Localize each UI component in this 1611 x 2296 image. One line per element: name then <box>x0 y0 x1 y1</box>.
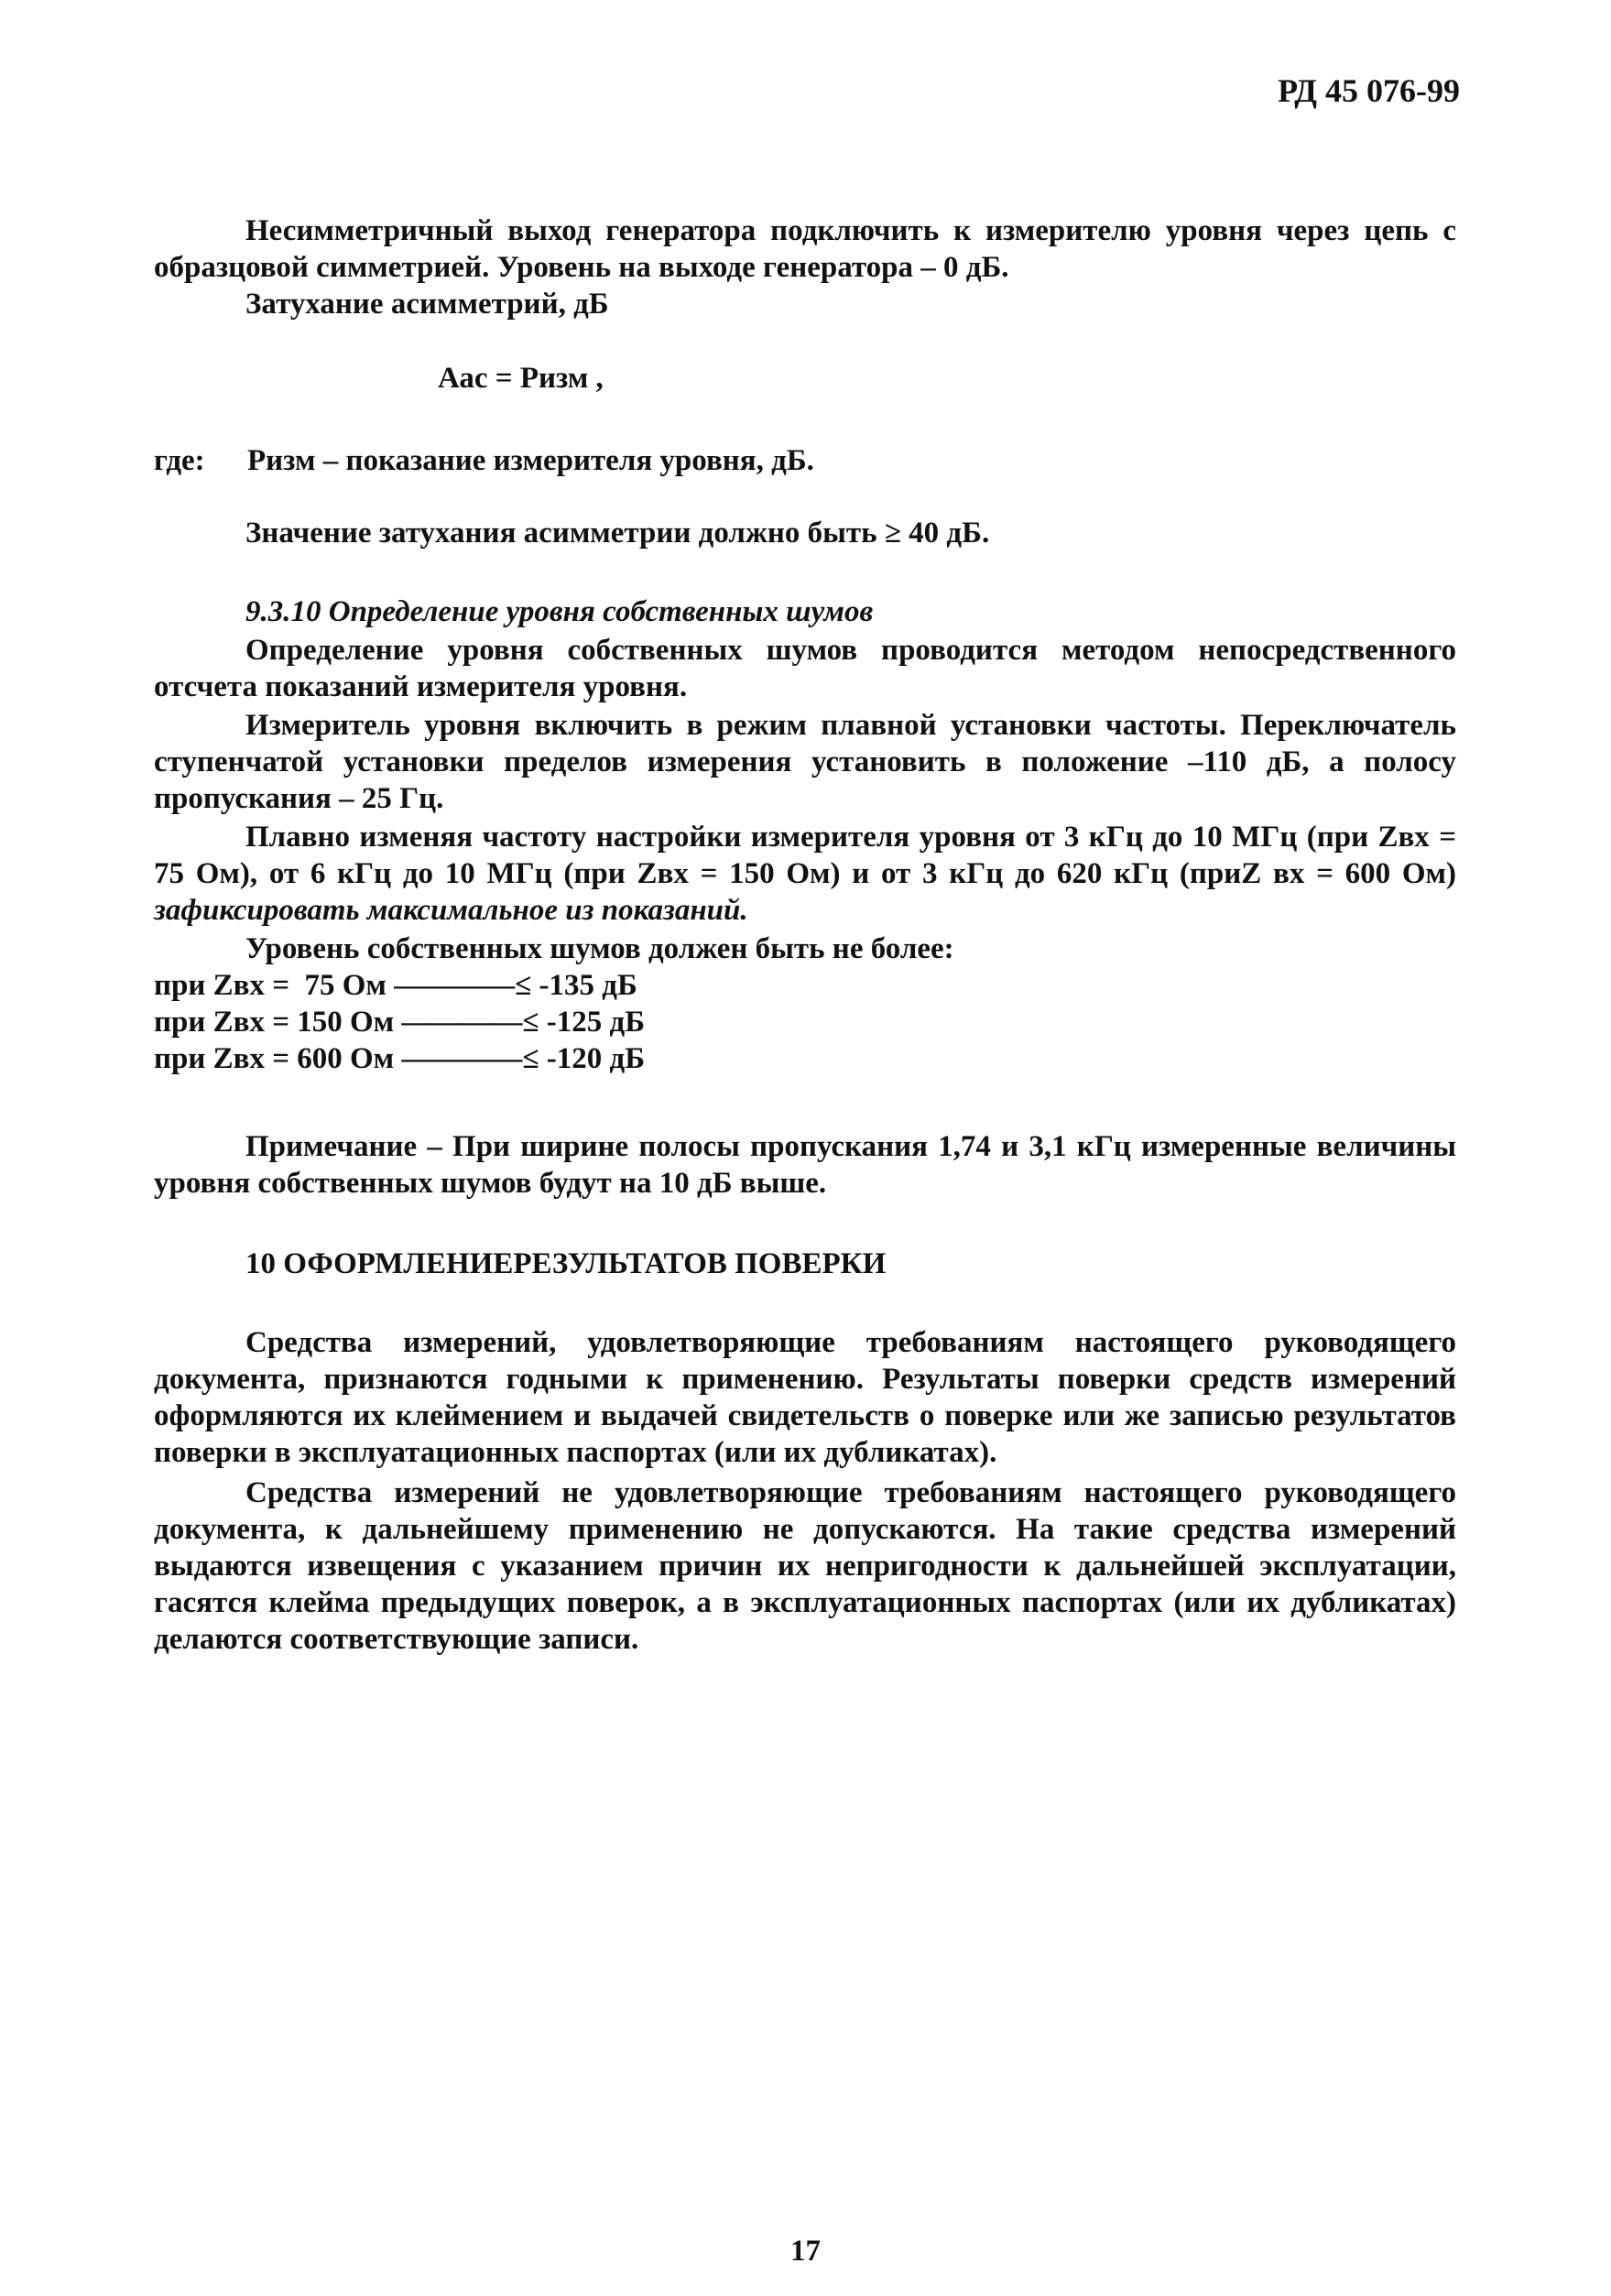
noise-section-heading <box>245 593 1456 630</box>
asymmetry-requirement: Значение затухания асимметрии должно быть ≥ 40 дБ. <box>245 517 990 550</box>
asymmetry-formula: Аас = Ризм , <box>438 362 604 395</box>
noise-procedure-text: Плавно изменяя частоту настройки измерителя уровня от 3 кГц до 10 МГц (при Zвх = 75 Ом), от 6 кГц до 10 МГц (при Zвх = 150 Ом) и от 3 кГц до 620 кГц (приZ вх = 600 Ом) <box>154 821 1456 890</box>
noise-heading-text: 9.3.10 Определение уровня собственных шумов <box>245 595 874 628</box>
noise-levels-list <box>154 967 1456 1077</box>
document-code: РД 45 076-99 <box>1278 72 1460 109</box>
where-definition: Ризм – показание измерителя уровня, дБ. <box>247 444 814 477</box>
where-label: где: <box>154 444 205 477</box>
noise-paragraph-setup: Измеритель уровня включить в режим плавной установки частоты. Переключатель ступенчатой установки пределов измерения установить в положение –110 дБ, а полосу пропускания – 25 Гц. <box>154 709 1456 815</box>
noise-paragraph-procedure <box>154 819 1456 929</box>
results-paragraph-accepted: Средства измерений, удовлетворяющие требованиям настоящего руководящего документа, признаются годными к применению. Результаты поверки средств измерений оформляются их клеймением и выдачей свидетельств о поверке или же записью результатов поверки в эксплуатационных паспортах (или их дубликатах). <box>154 1326 1456 1469</box>
noise-level-600: при Zвх = 600 Ом ————≤ -120 дБ <box>154 1042 646 1075</box>
noise-procedure-italic: зафиксировать максимальное из показаний. <box>154 894 748 927</box>
noise-level-150: при Zвх = 150 Ом ————≤ -125 дБ <box>154 1006 646 1039</box>
noise-paragraph-method: Определение уровня собственных шумов проводится методом непосредственного отсчета показаний измерителя уровня. <box>154 634 1456 703</box>
noise-note: Примечание – При ширине полосы пропускания 1,74 и 3,1 кГц измеренные величины уровня собственных шумов будут на 10 дБ выше. <box>154 1130 1456 1200</box>
page-number: 17 <box>790 2235 821 2268</box>
results-section-heading: 10 ОФОРМЛЕНИЕРЕЗУЛЬТАТОВ ПОВЕРКИ <box>245 1247 887 1280</box>
noise-level-75: при Zвх = 75 Ом ————≤ -135 дБ <box>154 969 637 1002</box>
asymmetry-attenuation-label: Затухание асимметрий, дБ <box>245 288 609 321</box>
asymmetry-paragraph: Несимметричный выход генератора подключить к измерителю уровня через цепь с образцовой симметрией. Уровень на выходе генератора – 0 дБ. <box>154 214 1456 284</box>
results-paragraph-rejected: Средства измерений не удовлетворяющие требованиям настоящего руководящего документа, к дальнейшему применению не допускаются. На такие средства измерений выдаются извещения с указанием причин их непригодности к дальнейшей эксплуатации, гасятся клейма предыдущих поверок, а в эксплуатационных паспортах (или их дубликатах) делаются соответствующие записи. <box>154 1476 1456 1656</box>
noise-limit-intro: Уровень собственных шумов должен быть не более: <box>245 932 954 965</box>
